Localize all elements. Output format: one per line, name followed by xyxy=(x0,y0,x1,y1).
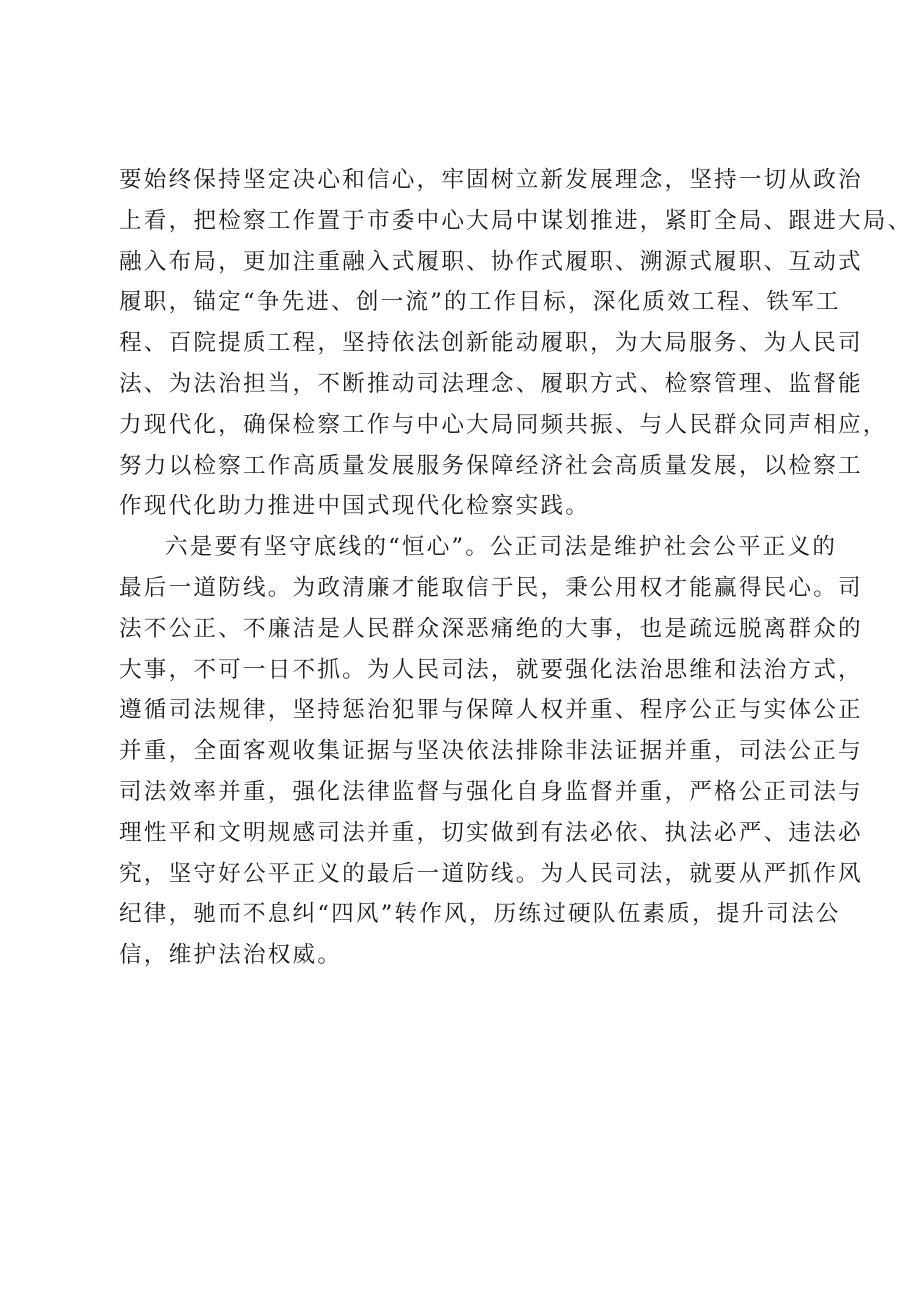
paragraph-line: 法、为法治担当，不断推动司法理念、履职方式、检察管理、监督能 xyxy=(119,370,863,397)
paragraph-line: 遵循司法规律，坚持惩治犯罪与保障人权并重、程序公正与实体公正 xyxy=(119,697,863,724)
paragraph-line: 作现代化助力推进中国式现代化检察实践。 xyxy=(119,493,591,520)
paragraph-line: 法不公正、不廉洁是人民群众深恶痛绝的大事，也是疏远脱离群众的 xyxy=(119,615,863,642)
paragraph-line: 要始终保持坚定决心和信心，牢固树立新发展理念，坚持一切从政治 xyxy=(119,167,863,193)
document-body xyxy=(119,160,913,976)
paragraph-line: 程、百院提质工程，坚持依法创新能动履职，为大局服务、为人民司 xyxy=(119,330,863,357)
paragraph-line: 力现代化，确保检察工作与中心大局同频共振、与人民群众同声相应， xyxy=(119,411,888,438)
paragraph-line: 履职，锚定“争先进、创一流”的工作目标，深化质效工程、铁军工 xyxy=(119,289,841,316)
paragraph-line: 司法效率并重，强化法律监督与强化自身监督并重，严格公正司法与 xyxy=(119,778,863,805)
paragraph-2 xyxy=(119,527,863,976)
paragraph-line: 努力以检察工作高质量发展服务保障经济社会高质量发展，以检察工 xyxy=(119,452,863,479)
paragraph-line: 融入布局，更加注重融入式履职、协作式履职、溯源式履职、互动式 xyxy=(119,248,863,275)
paragraph-line: 并重，全面客观收集证据与坚决依法排除非法证据并重，司法公正与 xyxy=(119,738,863,765)
paragraph-line: 究，坚守好公平正义的最后一道防线。为人民司法，就要从严抓作风 xyxy=(119,860,863,887)
paragraph-line: 上看，把检察工作置于市委中心大局中谋划推进，紧盯全局、跟进大局、 xyxy=(119,207,913,234)
paragraph-line: 六是要有坚守底线的“恒心”。公正司法是维护社会公平正义的 xyxy=(165,534,838,561)
paragraph-1 xyxy=(119,160,913,527)
paragraph-line: 大事，不可一日不抓。为人民司法，就要强化法治思维和法治方式， xyxy=(119,656,863,683)
paragraph-line: 纪律，驰而不息纠“四风”转作风，历练过硬队伍素质，提升司法公 xyxy=(119,901,841,928)
paragraph-line: 理性平和文明规感司法并重，切实做到有法必依、执法必严、违法必 xyxy=(119,819,863,846)
paragraph-line: 信，维护法治权威。 xyxy=(119,942,343,969)
paragraph-line: 最后一道防线。为政清廉才能取信于民，秉公用权才能赢得民心。司 xyxy=(119,574,863,601)
